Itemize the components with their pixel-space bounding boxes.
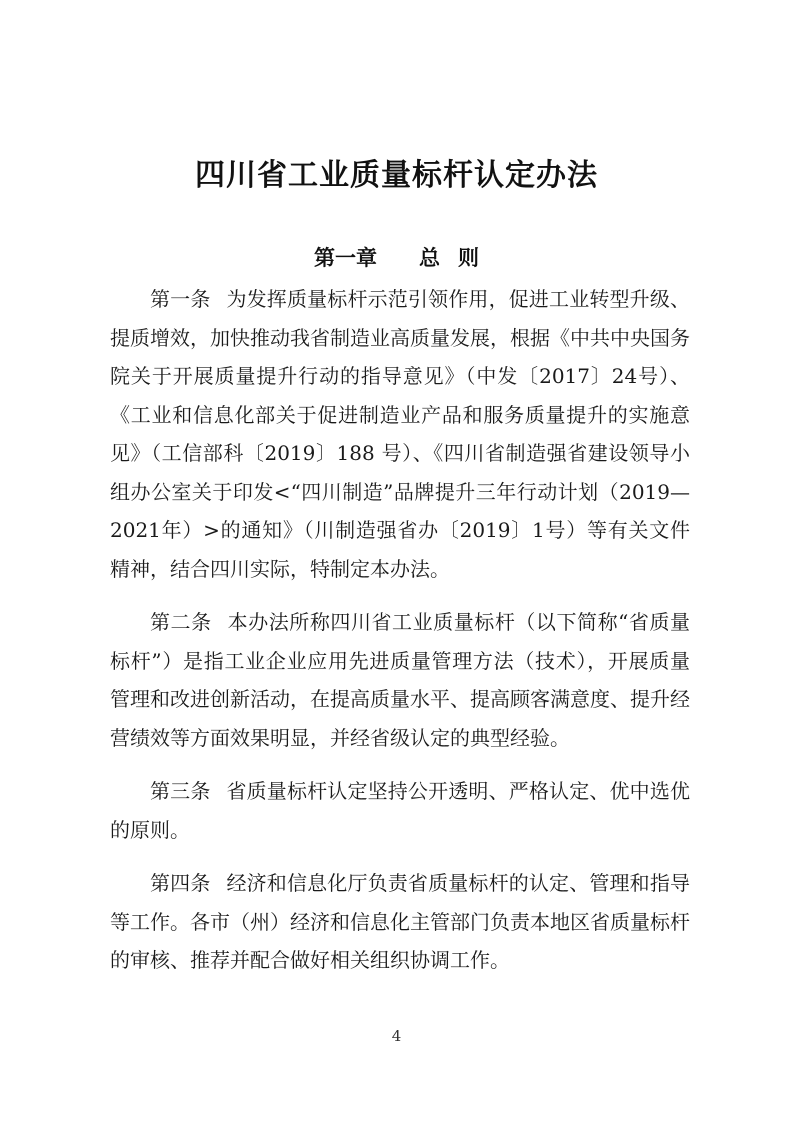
document-title: 四川省工业质量标杆认定办法 [195,158,598,193]
article-2 [110,603,690,757]
article-text: 经济和信息化厅负责省质量标杆的认定、管理和指导等工作。各市（州）经济和信息化主管部门负责本地区省质量标杆的审核、推荐并配合做好相关组织协调工作。 [110,871,691,972]
article-label: 第三条 [150,779,211,803]
chapter-heading [0,242,793,272]
chapter-number: 第一章 [314,246,377,270]
chapter-name-part1: 总 [419,246,440,270]
article-label: 第四条 [150,871,211,895]
article-text: 为发挥质量标杆示范引领作用，促进工业转型升级、提质增效，加快推动我省制造业高质量发展，根据《中共中央国务院关于开展质量提升行动的指导意见》（中发〔2017〕24号）、《工业和信息化部关于促进制造业产品和服务质量提升的实施意见》（工信部科〔2019〕188 号）、《四川省制造强省建设领导小组办公室关于印发<“四川制造”品牌提升三年行动计划（2019—2021年）>的通知》（川制造强省办〔2019〕1号）等有关文件精神，结合四川实际，特制定本办法。 [110,287,691,581]
article-text: 本办法所称四川省工业质量标杆（以下简称“省质量标杆”）是指工业企业应用先进质量管理方法（技术），开展质量管理和改进创新活动，在提高质量水平、提高顾客满意度、提升经营绩效等方面效果明显，并经省级认定的典型经验。 [110,610,690,750]
article-text: 省质量标杆认定坚持公开透明、严格认定、优中选优的原则。 [110,779,691,842]
article-label: 第二条 [150,610,212,634]
article-4 [110,864,690,980]
article-label: 第一条 [150,287,211,311]
page-number: 4 [391,1027,402,1045]
chapter-name-part2: 则 [458,246,479,270]
article-3 [110,772,690,849]
article-1 [110,280,690,588]
document-body [110,280,690,995]
